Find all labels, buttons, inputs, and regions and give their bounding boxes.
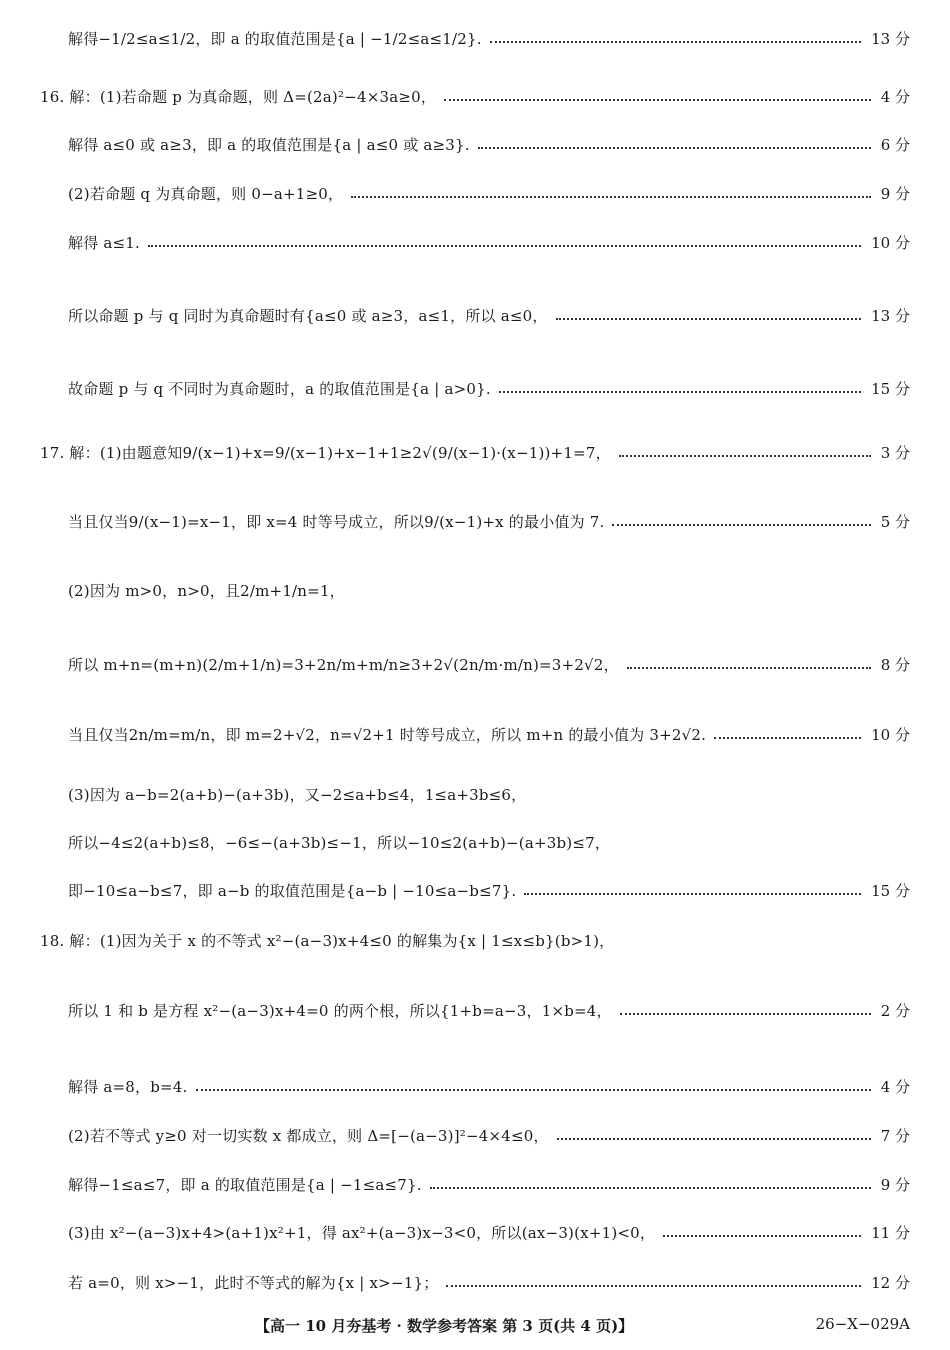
leader-dots [446, 1285, 861, 1287]
score-label: 13 分 [871, 30, 910, 48]
line-text: 所以 m+n=(m+n)(2/m+1/n)=3+2n/m+m/n≥3+2√(2n/m·m/n)=3+2√2， [68, 656, 619, 674]
leader-dots [612, 524, 870, 526]
score-label: 4 分 [880, 1078, 910, 1096]
answer-line [0, 654, 950, 675]
answer-line [0, 183, 950, 204]
line-text: (2)若不等式 y≥0 对一切实数 x 都成立，则 Δ=[−(a−3)]²−4×4≤0， [68, 1127, 549, 1145]
answer-line [0, 86, 950, 107]
score-label: 15 分 [871, 882, 910, 900]
leader-dots [620, 1013, 871, 1015]
line-text: 解得 a=8，b=4. [68, 1078, 188, 1096]
leader-dots [557, 1138, 871, 1140]
score-label: 4 分 [880, 88, 910, 106]
score-label: 10 分 [871, 234, 910, 252]
answer-line [0, 724, 950, 745]
answer-line [0, 511, 950, 532]
leader-dots [351, 196, 870, 198]
answer-line [0, 232, 950, 253]
score-label: 2 分 [880, 1002, 910, 1020]
leader-dots [148, 245, 861, 247]
score-label: 8 分 [880, 656, 910, 674]
score-label: 9 分 [880, 1176, 910, 1194]
line-text: (3)由 x²−(a−3)x+4>(a+1)x²+1，得 ax²+(a−3)x−3<0，所以(ax−3)(x+1)<0， [68, 1224, 656, 1242]
leader-dots [196, 1089, 871, 1091]
leader-dots [663, 1235, 861, 1237]
line-text: 当且仅当2n/m=m/n，即 m=2+√2，n=√2+1 时等号成立，所以 m+n 的最小值为 3+2√2. [68, 726, 707, 744]
leader-dots [556, 318, 862, 320]
answer-line [0, 1174, 950, 1195]
footer-title: 【高一 10 月夯基考 · 数学参考答案 第 3 页(共 4 页)】 [255, 1317, 634, 1335]
leader-dots [490, 41, 861, 43]
score-label: 3 分 [880, 444, 910, 462]
answer-line [0, 1000, 950, 1021]
line-text: 所以 1 和 b 是方程 x²−(a−3)x+4=0 的两个根，所以{1+b=a−3，1×b=4， [68, 1002, 612, 1020]
answer-line [0, 1125, 950, 1146]
line-text: 18. 解：(1)因为关于 x 的不等式 x²−(a−3)x+4≤0 的解集为{x | 1≤x≤b}(b>1)， [40, 932, 615, 950]
answer-line [0, 880, 950, 901]
leader-dots [627, 667, 871, 669]
leader-dots [444, 99, 871, 101]
answer-line [0, 580, 950, 601]
footer-code: 26−X−029A [815, 1315, 910, 1333]
leader-dots [499, 391, 861, 393]
line-text: 解得 a≤0 或 a≥3，即 a 的取值范围是{a | a≤0 或 a≥3}. [68, 136, 470, 154]
line-text: 所以−4≤2(a+b)≤8，−6≤−(a+3b)≤−1，所以−10≤2(a+b)−(a+3b)≤7， [68, 834, 611, 852]
score-label: 6 分 [880, 136, 910, 154]
answer-line [0, 134, 950, 155]
answer-line [0, 1076, 950, 1097]
score-label: 9 分 [880, 185, 910, 203]
answer-line [0, 1272, 950, 1293]
leader-dots [430, 1187, 871, 1189]
line-text: (2)因为 m>0，n>0，且2/m+1/n=1， [68, 582, 345, 600]
line-text: 即−10≤a−b≤7，即 a−b 的取值范围是{a−b | −10≤a−b≤7}. [68, 882, 517, 900]
answer-line [0, 305, 950, 326]
leader-dots [714, 737, 861, 739]
line-text: (3)因为 a−b=2(a+b)−(a+3b)，又−2≤a+b≤4，1≤a+3b≤6， [68, 786, 527, 804]
answer-line [0, 1222, 950, 1243]
leader-dots [478, 147, 871, 149]
line-text: 16. 解：(1)若命题 p 为真命题，则 Δ=(2a)²−4×3a≥0， [40, 88, 437, 106]
line-text: 故命题 p 与 q 不同时为真命题时，a 的取值范围是{a | a>0}. [68, 380, 491, 398]
line-text: (2)若命题 q 为真命题，则 0−a+1≥0， [68, 185, 344, 203]
line-text: 所以命题 p 与 q 同时为真命题时有{a≤0 或 a≥3，a≤1，所以 a≤0， [68, 307, 548, 325]
answer-line [0, 442, 950, 463]
answer-line [0, 378, 950, 399]
line-text: 解得−1/2≤a≤1/2，即 a 的取值范围是{a | −1/2≤a≤1/2}. [68, 30, 482, 48]
score-label: 5 分 [880, 513, 910, 531]
line-text: 17. 解：(1)由题意知9/(x−1)+x=9/(x−1)+x−1+1≥2√(9/(x−1)·(x−1))+1=7， [40, 444, 611, 462]
line-text: 若 a=0，则 x>−1，此时不等式的解为{x | x>−1}； [68, 1274, 439, 1292]
score-label: 10 分 [871, 726, 910, 744]
leader-dots [619, 455, 871, 457]
line-text: 当且仅当9/(x−1)=x−1，即 x=4 时等号成立，所以9/(x−1)+x 的最小值为 7. [68, 513, 605, 531]
line-text: 解得 a≤1. [68, 234, 140, 252]
answer-line [0, 28, 950, 49]
score-label: 7 分 [880, 1127, 910, 1145]
score-label: 13 分 [871, 307, 910, 325]
answer-line [0, 784, 950, 805]
score-label: 12 分 [871, 1274, 910, 1292]
answer-line [0, 832, 950, 853]
score-label: 11 分 [871, 1224, 910, 1242]
leader-dots [524, 893, 861, 895]
score-label: 15 分 [871, 380, 910, 398]
line-text: 解得−1≤a≤7，即 a 的取值范围是{a | −1≤a≤7}. [68, 1176, 422, 1194]
answer-line [0, 930, 950, 951]
